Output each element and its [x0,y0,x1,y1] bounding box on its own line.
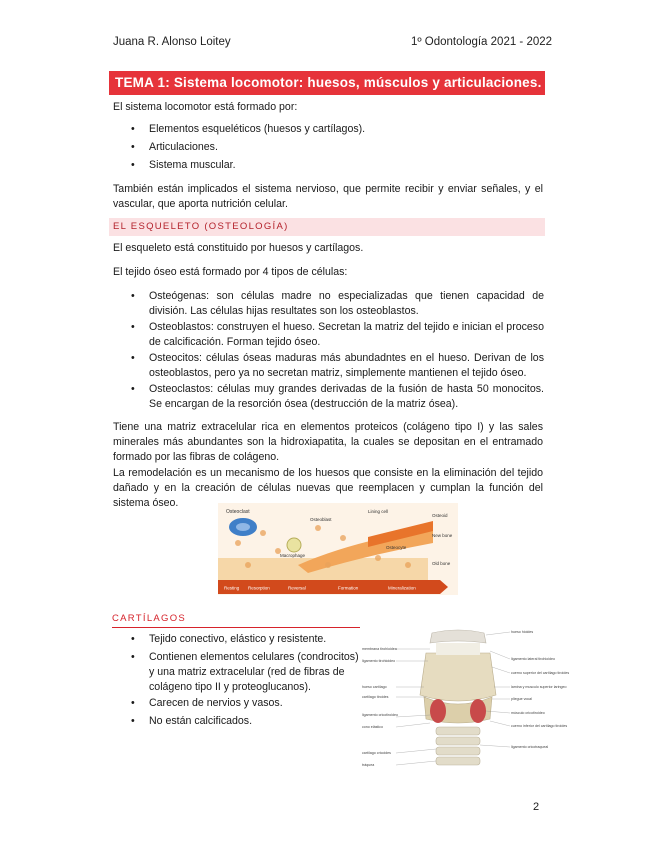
figure-label: Osteoclast [226,509,250,515]
list-item-text: Elementos esqueléticos (huesos y cartílagos). [149,123,366,135]
phase-label: Mineralization [388,585,416,591]
larynx-label: cartílago cricoides [362,751,391,755]
list-item-text: Contienen elementos celulares (condrocitos) y una matriz extracelular (red de fibras de colágeno tipo II y proteoglucanos). [149,651,359,693]
bone-remodeling-figure [218,503,458,595]
phase-label: Resting [224,585,240,591]
larynx-label: ligamento cricotiroideo [362,713,398,717]
larynx-label: membrana tirohioidea [362,647,397,651]
list-item-text: Articulaciones. [149,141,218,153]
larynx-label: hueso hioides [511,630,534,634]
list-item-text: No están calcificados. [149,715,253,727]
larynx-label: ligamento tirohioideo [362,659,396,663]
list-item-text: Sistema muscular. [149,159,236,171]
section-heading-skeleton: EL ESQUELETO (OSTEOLOGÍA) [109,218,545,236]
list-item-text: Carecen de nervios y vasos. [149,697,283,709]
section-heading-cartilage: CARTÍLAGOS [112,613,545,628]
header-course: 1º Odontología 2021 - 2022 [411,36,553,48]
larynx-label: hueso cartílago [362,685,387,689]
figure-label: Osteoid [432,513,448,518]
skeleton-line2: El tejido óseo está formado por 4 tipos de células: [113,266,348,278]
larynx-label: ligamento lateral tirohioideo [511,657,555,661]
phase-label: Resorption [248,585,270,591]
remodel-paragraph: La remodelación es un mecanismo de los huesos que consiste en la eliminación del tejido dañado y en la creación de células nuevas que reemplacen y cumplan la función del sistema óseo. [113,467,543,509]
larynx-label: cuerno superior del cartílago tiroides [511,671,570,675]
figure-label: Old bone [432,561,451,566]
figure-label: Osteoblast [310,517,332,522]
figure-label: Osteocyte [386,545,407,550]
matrix-paragraph: Tiene una matriz extracelular rica en elementos proteicos (colágeno tipo I) y las sales minerales más abundantes son la hidroxiapatita, la cuales se depositan en el entramado formado por las fibras de colágeno. [113,421,543,463]
larynx-label: cartílago tiroides [362,695,389,699]
page-number: 2 [533,801,540,813]
list-item-text: Tejido conectivo, elástico y resistente. [149,633,327,645]
page-title: TEMA 1: Sistema locomotor: huesos, músculos y articulaciones. [109,71,545,95]
larynx-label: músculo cricotiroideo [511,711,545,715]
list-item-text: Osteoblastos: construyen el hueso. Secretan la matriz del tejido e inician el proceso de calcificación. Forman tejido óseo. [149,321,544,348]
larynx-label: tráquea [362,763,375,767]
list-item-text: Osteocitos: células óseas maduras más abundadntes en el hueso. Derivan de los osteoblastos, pero ya no secretan matriz, simplemente mantienen el tejido óseo. [149,352,544,379]
figure-label: New bone [432,533,453,538]
larynx-label: lamina y musculo superior laringeo [511,685,567,689]
skeleton-line1: El esqueleto está constituido por huesos y cartílagos. [113,242,364,254]
figure-label: Lining cell [368,509,389,514]
list-item-text: Osteógenas: son células madre no especializadas que tienen capacidad de división. Las células hijas resultates son los osteoblastos. [149,290,544,317]
larynx-figure [360,627,570,773]
nervous-note: También están implicados el sistema nervioso, que permite recibir y enviar señales, y el vascular, que aporta nutrición celular. [113,183,543,210]
larynx-label: cuerno inferior del cartílago tiroides [511,724,568,728]
list-item-text: Osteoclastos: células muy grandes derivadas de la fusión de hasta 50 monocitos. Se encargan de la resorción ósea (destrucción de la matriz ósea). [149,383,544,410]
phase-label: Formation [338,585,359,591]
figure-label: Macrophage [280,553,306,558]
intro-text: El sistema locomotor está formado por: [113,101,298,113]
larynx-label: ligamento cricotraqueal [511,745,549,749]
header-author: Juana R. Alonso Loitey [113,36,231,48]
larynx-label: cono elástico [362,725,383,729]
phase-label: Reversal [288,585,306,591]
larynx-label: pliegue vocal [511,697,532,701]
